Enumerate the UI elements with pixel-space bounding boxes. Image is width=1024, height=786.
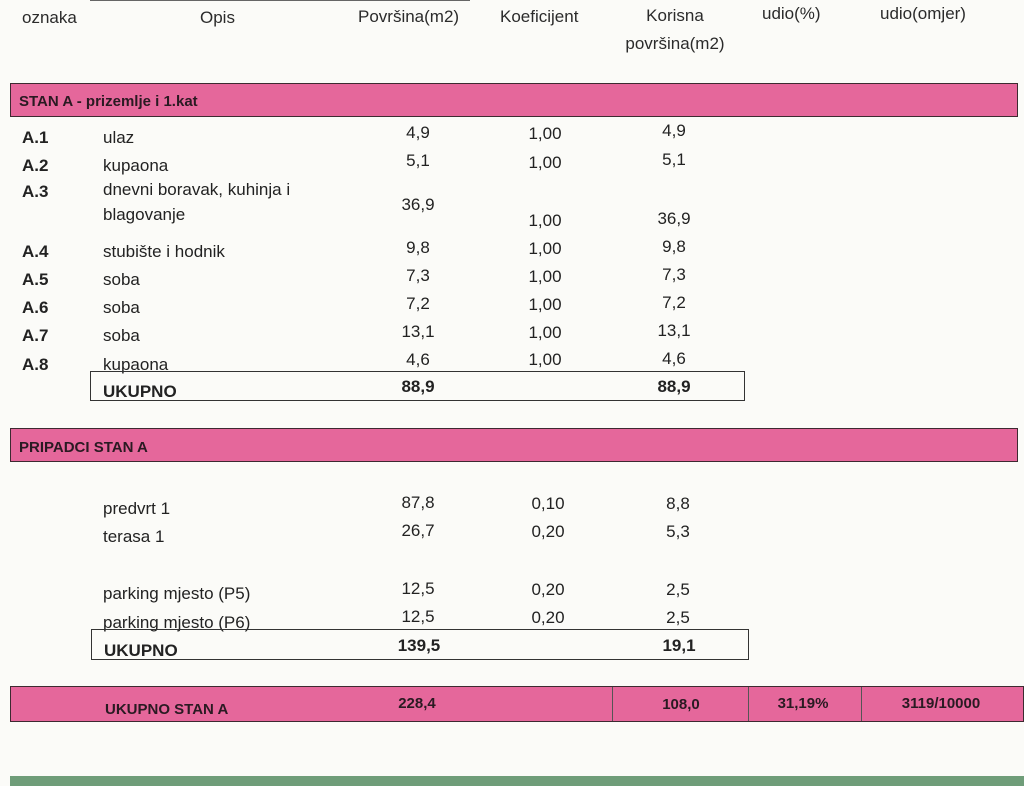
grand-total-area: 228,4 xyxy=(398,695,436,712)
row-area: 12,5 xyxy=(401,579,435,598)
header-opis: Opis xyxy=(200,8,235,27)
row-id: A.5 xyxy=(22,270,49,289)
grand-total-divider xyxy=(861,687,862,721)
grand-total-divider xyxy=(748,687,749,721)
section-a-total-label: UKUPNO xyxy=(103,382,177,401)
row-coef: 0,20 xyxy=(531,522,565,541)
row-useful: 36,9 xyxy=(657,209,691,228)
row-useful: 5,3 xyxy=(666,522,690,541)
section-a-total-area: 88,9 xyxy=(401,377,435,396)
row-desc: stubište i hodnik xyxy=(103,242,225,261)
header-koeficijent: Koeficijent xyxy=(500,7,579,26)
row-coef: 1,00 xyxy=(528,211,562,230)
grand-total-label: UKUPNO STAN A xyxy=(105,701,229,718)
row-id: A.4 xyxy=(22,242,49,261)
row-area: 9,8 xyxy=(406,238,430,257)
row-useful: 13,1 xyxy=(657,321,691,340)
section-b-title: PRIPADCI STAN A xyxy=(19,439,148,456)
row-desc: terasa 1 xyxy=(103,527,165,546)
row-desc: ulaz xyxy=(103,128,135,147)
row-area: 5,1 xyxy=(406,151,430,170)
row-desc: kupaona xyxy=(103,156,169,175)
grand-total-udio-omjer: 3119/10000 xyxy=(901,695,981,712)
grand-total-useful: 108,0 xyxy=(662,696,700,713)
header-udio-omjer: udio(omjer) xyxy=(880,4,966,23)
row-coef: 1,00 xyxy=(528,124,562,143)
row-coef: 1,00 xyxy=(528,295,562,314)
row-useful: 7,2 xyxy=(662,293,686,312)
row-id: A.3 xyxy=(22,182,49,201)
header-povrsina: Površina(m2) xyxy=(358,7,460,26)
row-coef: 1,00 xyxy=(528,350,562,369)
row-area: 7,2 xyxy=(406,294,430,313)
row-useful: 2,5 xyxy=(666,608,690,627)
row-coef: 0,10 xyxy=(531,494,565,513)
row-useful: 4,6 xyxy=(662,349,686,368)
row-id: A.1 xyxy=(22,128,49,147)
row-area: 4,6 xyxy=(406,350,430,369)
row-area: 13,1 xyxy=(401,322,435,341)
row-desc: soba xyxy=(103,326,140,345)
grand-total-band xyxy=(10,686,1024,722)
grand-total-udio-pct: 31,19% xyxy=(777,695,829,712)
section-a-band xyxy=(10,83,1018,117)
row-area: 4,9 xyxy=(406,123,430,142)
row-coef: 0,20 xyxy=(531,580,565,599)
row-desc-line2: blagovanje xyxy=(103,205,186,224)
header-oznaka: oznaka xyxy=(22,8,77,27)
row-useful: 8,8 xyxy=(666,494,690,513)
row-coef: 1,00 xyxy=(528,267,562,286)
section-a-title: STAN A - prizemlje i 1.kat xyxy=(19,93,198,110)
row-area: 87,8 xyxy=(401,493,435,512)
next-section-band xyxy=(10,776,1024,786)
row-coef: 1,00 xyxy=(528,323,562,342)
section-b-total-useful: 19,1 xyxy=(662,636,696,655)
row-id: A.7 xyxy=(22,326,49,345)
row-id: A.2 xyxy=(22,156,49,175)
section-b-band xyxy=(10,428,1018,462)
row-desc: parking mjesto (P5) xyxy=(103,584,251,603)
row-desc: parking mjesto (P6) xyxy=(103,613,251,632)
grand-total-divider xyxy=(612,687,613,721)
row-coef: 1,00 xyxy=(528,153,562,172)
section-b-total-label: UKUPNO xyxy=(104,641,178,660)
row-desc: dnevni boravak, kuhinja i xyxy=(103,180,291,199)
row-area: 12,5 xyxy=(401,607,435,626)
header-korisna-line1: Korisna xyxy=(646,6,704,25)
row-desc: kupaona xyxy=(103,355,169,374)
header-korisna-line2: površina(m2) xyxy=(625,34,725,53)
section-b-total-area: 139,5 xyxy=(397,636,441,655)
row-desc: soba xyxy=(103,270,140,289)
row-useful: 4,9 xyxy=(662,121,686,140)
header-udio-pct: udio(%) xyxy=(762,4,821,23)
row-useful: 5,1 xyxy=(662,150,686,169)
row-area: 7,3 xyxy=(406,266,430,285)
row-useful: 9,8 xyxy=(662,237,686,256)
row-useful: 7,3 xyxy=(662,265,686,284)
row-desc: soba xyxy=(103,298,140,317)
row-area: 26,7 xyxy=(401,521,435,540)
section-a-total-useful: 88,9 xyxy=(657,377,691,396)
row-id: A.6 xyxy=(22,298,49,317)
row-coef: 1,00 xyxy=(528,239,562,258)
top-rule xyxy=(90,0,470,1)
section-b-total-box xyxy=(91,629,749,660)
section-a-total-box xyxy=(90,371,745,401)
row-coef: 0,20 xyxy=(531,608,565,627)
row-desc: predvrt 1 xyxy=(103,499,171,518)
row-id: A.8 xyxy=(22,355,49,374)
row-useful: 2,5 xyxy=(666,580,690,599)
row-area: 36,9 xyxy=(401,195,435,214)
